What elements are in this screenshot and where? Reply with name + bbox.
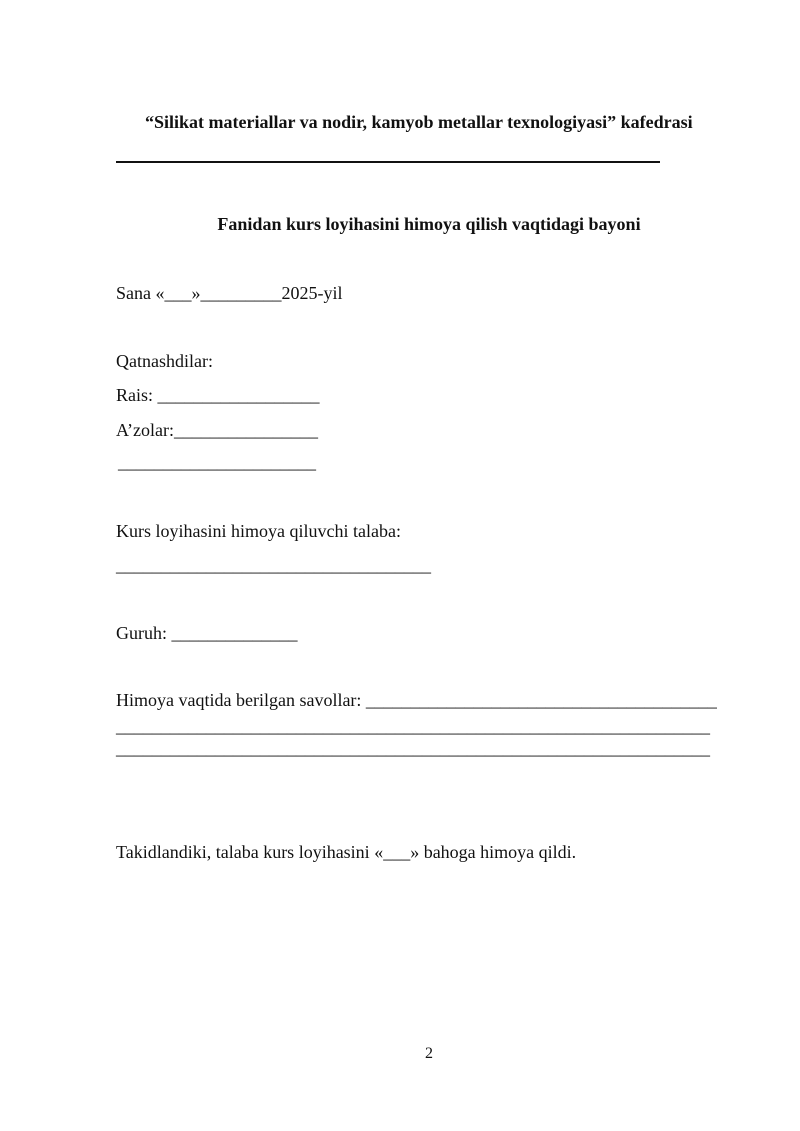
student-blank: ___________________________________ [116, 555, 431, 575]
page-number: 2 [425, 1045, 433, 1062]
document-title: Fanidan kurs loyihasini himoya qilish vaqtidagi bayoni [217, 214, 641, 234]
title-underline [116, 161, 660, 163]
questions-line-1: Himoya vaqtida berilgan savollar: _______________________________________ [116, 690, 717, 710]
questions-line-3: __________________________________________________________________ [116, 738, 710, 758]
chair-line: Rais: __________________ [116, 385, 320, 405]
date-line: Sana «___»_________2025-yil [116, 283, 343, 303]
conclusion-line: Takidlandiki, talaba kurs loyihasini «___» bahoga himoya qildi. [116, 842, 577, 862]
questions-line-2: __________________________________________________________________ [116, 716, 710, 736]
student-label: Kurs loyihasini himoya qiluvchi talaba: [116, 521, 401, 541]
department-title: “Silikat materiallar va nodir, kamyob metallar texnologiyasi” kafedrasi [145, 112, 693, 132]
participants-label: Qatnashdilar: [116, 351, 213, 371]
group-line: Guruh: ______________ [116, 623, 298, 643]
members-line: A’zolar:________________ [116, 420, 318, 440]
members-line-2: ______________________ [118, 452, 316, 472]
